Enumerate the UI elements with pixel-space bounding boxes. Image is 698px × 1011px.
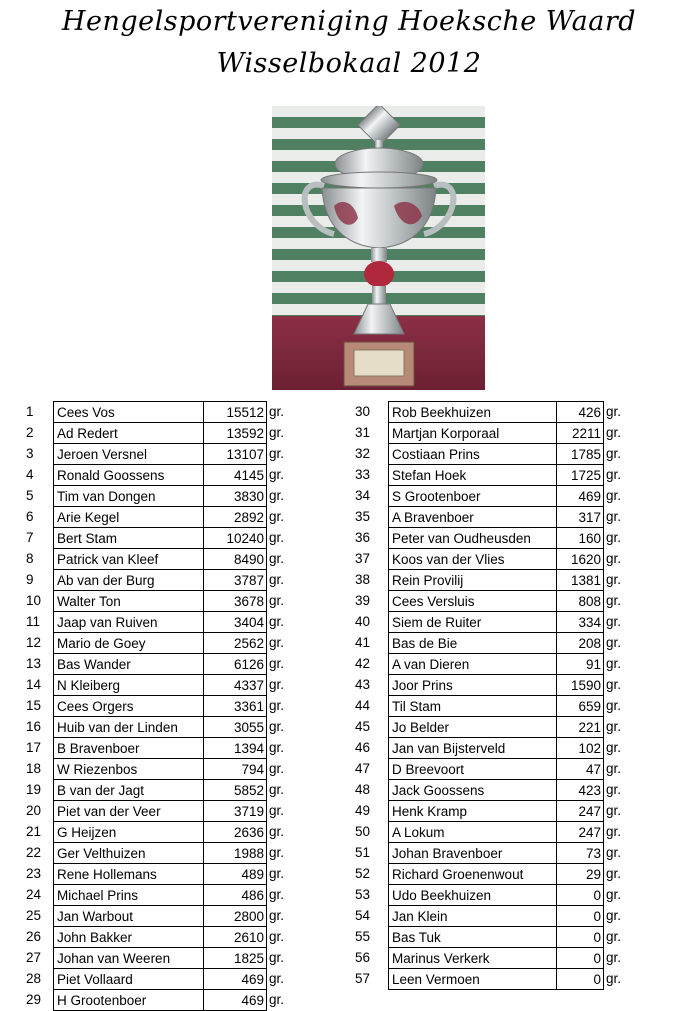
angler-name-cell: Mario de Goey [53, 632, 204, 654]
weight-cell: 489 [203, 863, 267, 885]
rank-cell: 36 [355, 530, 371, 545]
angler-name-cell: Cees Orgers [53, 695, 204, 717]
rank-cell: 29 [26, 992, 42, 1007]
table-row [355, 758, 655, 779]
unit-label: gr. [269, 614, 285, 629]
table-row [355, 590, 655, 611]
unit-label: gr. [606, 446, 622, 461]
rank-cell: 9 [26, 572, 34, 587]
unit-label: gr. [269, 992, 285, 1007]
weight-cell: 2800 [203, 905, 267, 927]
rank-cell: 17 [26, 740, 42, 755]
weight-cell: 13107 [203, 443, 267, 465]
rank-cell: 26 [26, 929, 42, 944]
angler-name-cell: Rein Provilij [388, 569, 557, 591]
rank-cell: 22 [26, 845, 42, 860]
angler-name-cell: Joor Prins [388, 674, 557, 696]
weight-cell: 334 [556, 611, 604, 633]
rank-cell: 33 [355, 467, 371, 482]
unit-label: gr. [606, 719, 622, 734]
unit-label: gr. [269, 530, 285, 545]
table-row [355, 674, 655, 695]
angler-name-cell: A Lokum [388, 821, 557, 843]
rank-cell: 49 [355, 803, 371, 818]
weight-cell: 426 [556, 401, 604, 423]
weight-cell: 317 [556, 506, 604, 528]
unit-label: gr. [606, 908, 622, 923]
rank-cell: 8 [26, 551, 34, 566]
weight-cell: 247 [556, 800, 604, 822]
rank-cell: 41 [355, 635, 371, 650]
table-row [26, 968, 296, 989]
weight-cell: 15512 [203, 401, 267, 423]
table-row [355, 485, 655, 506]
unit-label: gr. [269, 866, 285, 881]
unit-label: gr. [606, 593, 622, 608]
table-row [355, 401, 655, 422]
angler-name-cell: Marinus Verkerk [388, 947, 557, 969]
unit-label: gr. [606, 866, 622, 881]
angler-name-cell: Jan Klein [388, 905, 557, 927]
angler-name-cell: W Riezenbos [53, 758, 204, 780]
weight-cell: 91 [556, 653, 604, 675]
table-row [26, 800, 296, 821]
rank-cell: 51 [355, 845, 371, 860]
unit-label: gr. [606, 509, 622, 524]
rank-cell: 47 [355, 761, 371, 776]
rank-cell: 54 [355, 908, 371, 923]
rank-cell: 53 [355, 887, 371, 902]
table-row [26, 695, 296, 716]
table-row [355, 695, 655, 716]
angler-name-cell: Jaap van Ruiven [53, 611, 204, 633]
weight-cell: 4337 [203, 674, 267, 696]
angler-name-cell: Bas de Bie [388, 632, 557, 654]
weight-cell: 1590 [556, 674, 604, 696]
weight-cell: 247 [556, 821, 604, 843]
table-row [355, 968, 655, 989]
table-row [26, 464, 296, 485]
weight-cell: 2211 [556, 422, 604, 444]
unit-label: gr. [606, 530, 622, 545]
page-subtitle: Wisselbokaal 2012 [216, 48, 482, 79]
table-row [355, 527, 655, 548]
rank-cell: 55 [355, 929, 371, 944]
rank-cell: 46 [355, 740, 371, 755]
unit-label: gr. [269, 635, 285, 650]
rank-cell: 42 [355, 656, 371, 671]
table-row [26, 884, 296, 905]
angler-name-cell: Peter van Oudheusden [388, 527, 557, 549]
table-row [26, 443, 296, 464]
rank-cell: 28 [26, 971, 42, 986]
rank-cell: 2 [26, 425, 34, 440]
angler-name-cell: N Kleiberg [53, 674, 204, 696]
rank-cell: 19 [26, 782, 42, 797]
weight-cell: 6126 [203, 653, 267, 675]
angler-name-cell: Bas Wander [53, 653, 204, 675]
unit-label: gr. [269, 488, 285, 503]
rank-cell: 18 [26, 761, 42, 776]
angler-name-cell: Udo Beekhuizen [388, 884, 557, 906]
table-row [26, 548, 296, 569]
angler-name-cell: A Bravenboer [388, 506, 557, 528]
unit-label: gr. [606, 929, 622, 944]
weight-cell: 0 [556, 947, 604, 969]
rank-cell: 39 [355, 593, 371, 608]
unit-label: gr. [269, 698, 285, 713]
unit-label: gr. [269, 719, 285, 734]
angler-name-cell: Tim van Dongen [53, 485, 204, 507]
table-row [355, 863, 655, 884]
table-row [355, 569, 655, 590]
rank-cell: 5 [26, 488, 34, 503]
table-row [26, 590, 296, 611]
unit-label: gr. [269, 551, 285, 566]
unit-label: gr. [269, 509, 285, 524]
angler-name-cell: Piet Vollaard [53, 968, 204, 990]
table-row [355, 653, 655, 674]
table-row [355, 632, 655, 653]
angler-name-cell: Bas Tuk [388, 926, 557, 948]
unit-label: gr. [269, 593, 285, 608]
rank-cell: 14 [26, 677, 42, 692]
table-row [26, 716, 296, 737]
rank-cell: 32 [355, 446, 371, 461]
weight-cell: 1825 [203, 947, 267, 969]
angler-name-cell: Arie Kegel [53, 506, 204, 528]
table-row [26, 422, 296, 443]
weight-cell: 469 [203, 968, 267, 990]
weight-cell: 3361 [203, 695, 267, 717]
unit-label: gr. [269, 929, 285, 944]
weight-cell: 221 [556, 716, 604, 738]
weight-cell: 29 [556, 863, 604, 885]
rank-cell: 38 [355, 572, 371, 587]
unit-label: gr. [606, 824, 622, 839]
table-row [26, 737, 296, 758]
rank-cell: 15 [26, 698, 42, 713]
rank-cell: 35 [355, 509, 371, 524]
rank-cell: 23 [26, 866, 42, 881]
rank-cell: 50 [355, 824, 371, 839]
rank-cell: 21 [26, 824, 42, 839]
unit-label: gr. [606, 551, 622, 566]
table-row [355, 464, 655, 485]
rank-cell: 57 [355, 971, 371, 986]
rank-cell: 40 [355, 614, 371, 629]
table-row [355, 905, 655, 926]
angler-name-cell: Richard Groenenwout [388, 863, 557, 885]
weight-cell: 73 [556, 842, 604, 864]
angler-name-cell: Walter Ton [53, 590, 204, 612]
weight-cell: 469 [556, 485, 604, 507]
weight-cell: 3404 [203, 611, 267, 633]
rank-cell: 4 [26, 467, 34, 482]
unit-label: gr. [606, 572, 622, 587]
weight-cell: 3055 [203, 716, 267, 738]
table-row [355, 842, 655, 863]
weight-cell: 2610 [203, 926, 267, 948]
table-row [26, 653, 296, 674]
angler-name-cell: Henk Kramp [388, 800, 557, 822]
unit-label: gr. [269, 740, 285, 755]
weight-cell: 3678 [203, 590, 267, 612]
table-row [26, 632, 296, 653]
angler-name-cell: Rene Hollemans [53, 863, 204, 885]
unit-label: gr. [606, 950, 622, 965]
unit-label: gr. [269, 845, 285, 860]
unit-label: gr. [269, 572, 285, 587]
weight-cell: 1988 [203, 842, 267, 864]
rank-cell: 27 [26, 950, 42, 965]
angler-name-cell: Ger Velthuizen [53, 842, 204, 864]
rank-cell: 37 [355, 551, 371, 566]
rank-cell: 7 [26, 530, 34, 545]
table-row [26, 569, 296, 590]
rank-cell: 10 [26, 593, 42, 608]
rank-cell: 43 [355, 677, 371, 692]
weight-cell: 1620 [556, 548, 604, 570]
weight-cell: 8490 [203, 548, 267, 570]
table-row [355, 611, 655, 632]
rank-cell: 25 [26, 908, 42, 923]
unit-label: gr. [606, 971, 622, 986]
rank-cell: 34 [355, 488, 371, 503]
rank-cell: 16 [26, 719, 42, 734]
unit-label: gr. [606, 425, 622, 440]
rank-cell: 12 [26, 635, 42, 650]
unit-label: gr. [606, 782, 622, 797]
weight-cell: 0 [556, 926, 604, 948]
unit-label: gr. [606, 887, 622, 902]
weight-cell: 1381 [556, 569, 604, 591]
angler-name-cell: Johan van Weeren [53, 947, 204, 969]
unit-label: gr. [606, 761, 622, 776]
angler-name-cell: Jo Belder [388, 716, 557, 738]
table-row [355, 443, 655, 464]
angler-name-cell: Cees Vos [53, 401, 204, 423]
unit-label: gr. [606, 614, 622, 629]
rank-cell: 1 [26, 404, 34, 419]
unit-label: gr. [269, 656, 285, 671]
weight-cell: 0 [556, 905, 604, 927]
angler-name-cell: Michael Prins [53, 884, 204, 906]
table-row [26, 527, 296, 548]
unit-label: gr. [269, 950, 285, 965]
table-row [26, 989, 296, 1010]
trophy-icon [272, 106, 485, 390]
unit-label: gr. [606, 803, 622, 818]
rank-cell: 45 [355, 719, 371, 734]
angler-name-cell: B Bravenboer [53, 737, 204, 759]
angler-name-cell: Ab van der Burg [53, 569, 204, 591]
weight-cell: 486 [203, 884, 267, 906]
table-row [26, 758, 296, 779]
weight-cell: 5852 [203, 779, 267, 801]
angler-name-cell: Siem de Ruiter [388, 611, 557, 633]
angler-name-cell: Til Stam [388, 695, 557, 717]
table-row [355, 800, 655, 821]
table-row [26, 674, 296, 695]
angler-name-cell: Patrick van Kleef [53, 548, 204, 570]
table-row [355, 548, 655, 569]
angler-name-cell: Piet van der Veer [53, 800, 204, 822]
weight-cell: 1394 [203, 737, 267, 759]
rank-cell: 6 [26, 509, 34, 524]
angler-name-cell: Huib van der Linden [53, 716, 204, 738]
angler-name-cell: Jan Warbout [53, 905, 204, 927]
unit-label: gr. [606, 845, 622, 860]
page-title: Hengelsportvereniging Hoeksche Waard [61, 6, 637, 37]
table-row [26, 506, 296, 527]
rank-cell: 44 [355, 698, 371, 713]
unit-label: gr. [269, 467, 285, 482]
table-row [26, 611, 296, 632]
weight-cell: 0 [556, 884, 604, 906]
rank-cell: 48 [355, 782, 371, 797]
angler-name-cell: Martjan Korporaal [388, 422, 557, 444]
table-row [355, 821, 655, 842]
weight-cell: 160 [556, 527, 604, 549]
weight-cell: 2562 [203, 632, 267, 654]
rank-cell: 56 [355, 950, 371, 965]
table-row [355, 884, 655, 905]
angler-name-cell: H Grootenboer [53, 989, 204, 1011]
weight-cell: 808 [556, 590, 604, 612]
table-row [355, 737, 655, 758]
weight-cell: 3719 [203, 800, 267, 822]
weight-cell: 1725 [556, 464, 604, 486]
table-row [26, 842, 296, 863]
rank-cell: 20 [26, 803, 42, 818]
angler-name-cell: Leen Vermoen [388, 968, 557, 990]
angler-name-cell: B van der Jagt [53, 779, 204, 801]
unit-label: gr. [269, 761, 285, 776]
unit-label: gr. [269, 446, 285, 461]
weight-cell: 423 [556, 779, 604, 801]
table-row [355, 947, 655, 968]
unit-label: gr. [606, 635, 622, 650]
unit-label: gr. [269, 824, 285, 839]
weight-cell: 794 [203, 758, 267, 780]
table-row [26, 485, 296, 506]
weight-cell: 1785 [556, 443, 604, 465]
rank-cell: 24 [26, 887, 42, 902]
angler-name-cell: Johan Bravenboer [388, 842, 557, 864]
angler-name-cell: John Bakker [53, 926, 204, 948]
table-row [26, 821, 296, 842]
angler-name-cell: D Breevoort [388, 758, 557, 780]
trophy-photo [272, 106, 485, 390]
weight-cell: 47 [556, 758, 604, 780]
table-row [26, 926, 296, 947]
unit-label: gr. [606, 404, 622, 419]
angler-name-cell: Bert Stam [53, 527, 204, 549]
weight-cell: 2636 [203, 821, 267, 843]
table-row [355, 926, 655, 947]
angler-name-cell: S Grootenboer [388, 485, 557, 507]
table-row [26, 947, 296, 968]
unit-label: gr. [269, 782, 285, 797]
angler-name-cell: Ronald Goossens [53, 464, 204, 486]
unit-label: gr. [606, 467, 622, 482]
angler-name-cell: Cees Versluis [388, 590, 557, 612]
weight-cell: 3830 [203, 485, 267, 507]
weight-cell: 208 [556, 632, 604, 654]
unit-label: gr. [606, 698, 622, 713]
table-row [26, 401, 296, 422]
weight-cell: 3787 [203, 569, 267, 591]
unit-label: gr. [606, 656, 622, 671]
table-row [355, 422, 655, 443]
rank-cell: 31 [355, 425, 371, 440]
weight-cell: 469 [203, 989, 267, 1011]
table-row [355, 779, 655, 800]
unit-label: gr. [269, 803, 285, 818]
unit-label: gr. [269, 677, 285, 692]
unit-label: gr. [269, 425, 285, 440]
unit-label: gr. [269, 971, 285, 986]
unit-label: gr. [606, 740, 622, 755]
weight-cell: 13592 [203, 422, 267, 444]
rank-cell: 13 [26, 656, 42, 671]
angler-name-cell: Rob Beekhuizen [388, 401, 557, 423]
weight-cell: 659 [556, 695, 604, 717]
angler-name-cell: Stefan Hoek [388, 464, 557, 486]
table-row [26, 863, 296, 884]
angler-name-cell: Jack Goossens [388, 779, 557, 801]
weight-cell: 10240 [203, 527, 267, 549]
weight-cell: 0 [556, 968, 604, 990]
angler-name-cell: A van Dieren [388, 653, 557, 675]
rank-cell: 3 [26, 446, 34, 461]
angler-name-cell: Costiaan Prins [388, 443, 557, 465]
unit-label: gr. [269, 887, 285, 902]
table-row [26, 905, 296, 926]
unit-label: gr. [269, 908, 285, 923]
angler-name-cell: G Heijzen [53, 821, 204, 843]
rank-cell: 11 [26, 614, 41, 629]
weight-cell: 2892 [203, 506, 267, 528]
weight-cell: 4145 [203, 464, 267, 486]
unit-label: gr. [606, 488, 622, 503]
angler-name-cell: Jan van Bijsterveld [388, 737, 557, 759]
table-row [355, 716, 655, 737]
rank-cell: 30 [355, 404, 371, 419]
weight-cell: 102 [556, 737, 604, 759]
table-row [355, 506, 655, 527]
angler-name-cell: Koos van der Vlies [388, 548, 557, 570]
unit-label: gr. [606, 677, 622, 692]
rank-cell: 52 [355, 866, 371, 881]
angler-name-cell: Jeroen Versnel [53, 443, 204, 465]
table-row [26, 779, 296, 800]
unit-label: gr. [269, 404, 285, 419]
angler-name-cell: Ad Redert [53, 422, 204, 444]
